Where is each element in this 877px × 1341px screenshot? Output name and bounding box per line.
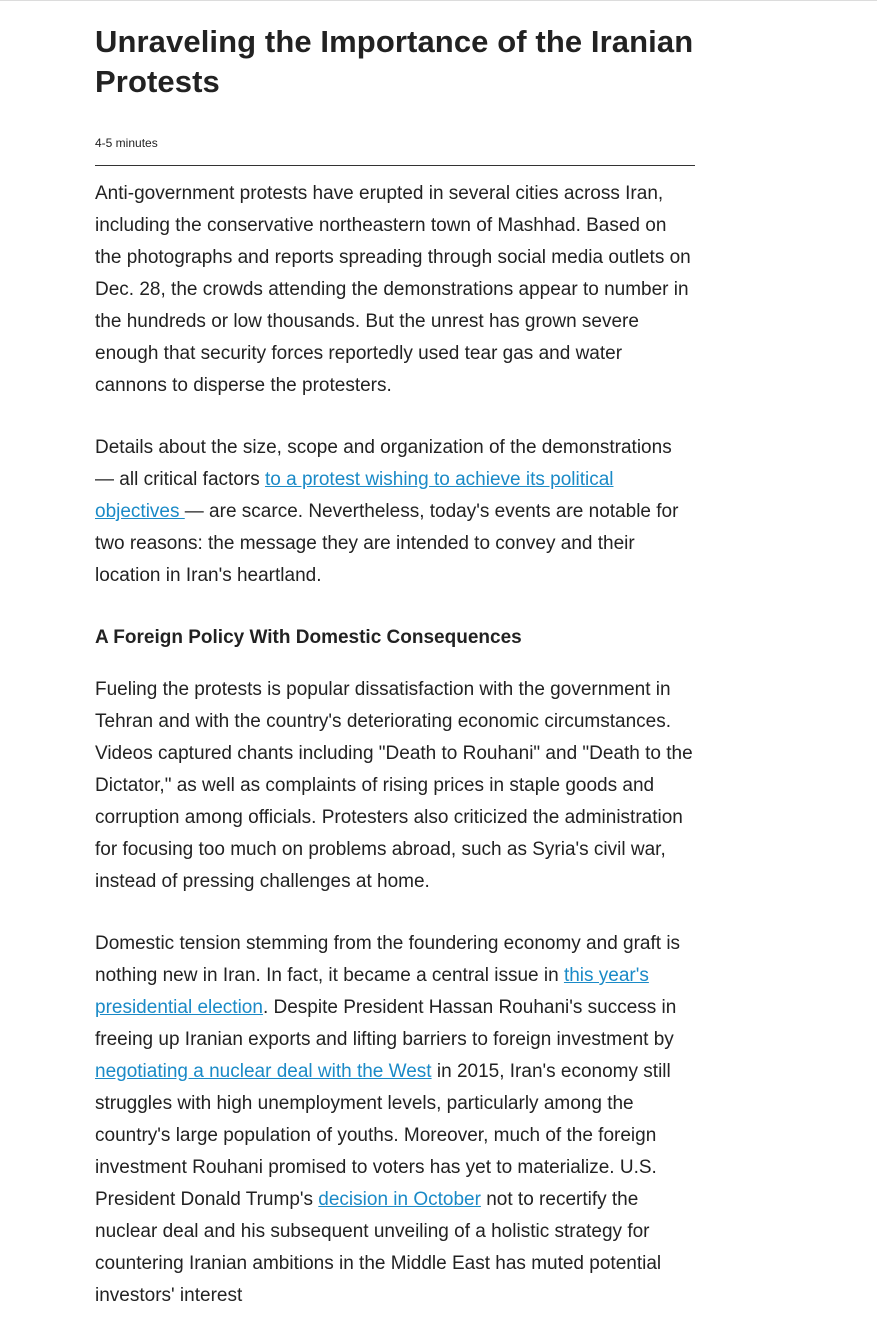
link-nuclear-deal[interactable]: negotiating a nuclear deal with the West [95,1061,432,1082]
paragraph-4-text-b: . Despite President Hassan Rouhani's success in freeing up Iranian exports and lifting barriers to foreign investment by [95,997,677,1050]
article [95,0,695,1312]
link-protest-objectives[interactable]: to a protest wishing to achieve its political objectives [95,469,614,522]
paragraph-1: Anti-government protests have erupted in several cities across Iran, including the conservative northeastern town of Mashhad. Based on the photographs and reports spreading through social media outlets on Dec. 28, the crowds attending the demonstrations appear to number in the hundreds or low thousands. But the unrest has grown severe enough that security forces reportedly used tear gas and water cannons to disperse the protesters. [95,183,691,396]
title-divider [95,165,695,166]
paragraph-2 [95,432,695,592]
paragraph-4-text-d: not to recertify the nuclear deal and his subsequent unveiling of a holistic strategy for countering Iranian ambitions in the Middle East has muted potential investors' interest [95,1189,662,1306]
paragraph-3: Fueling the protests is popular dissatisfaction with the government in Tehran and with the country's deteriorating economic circumstances. Videos captured chants including "Death to Rouhani" and "Death to the Dictator," as well as complaints of rising prices in staple goods and corruption among officials. Protesters also criticized the administration for focusing too much on problems abroad, such as Syria's civil war, instead of pressing challenges at home. [95,679,693,892]
paragraph-2-text-a: Details about the size, scope and organization of the demonstrations — all critical factors [95,437,672,490]
paragraph-2-text-b: — are scarce. Nevertheless, today's events are notable for two reasons: the message they are intended to convey and their location in Iran's heartland. [95,501,679,586]
link-decision-october[interactable]: decision in October [318,1189,481,1210]
section-heading: A Foreign Policy With Domestic Consequences [95,627,522,648]
paragraph-4-text-a: Domestic tension stemming from the foundering economy and graft is nothing new in Iran. In fact, it became a central issue in [95,933,681,986]
paragraph-4-text-c: in 2015, Iran's economy still struggles with high unemployment levels, particularly among the country's large population of youths. Moreover, much of the foreign investment Rouhani promised to voters has yet to materialize. U.S. President Donald Trump's [95,1061,671,1210]
paragraph-4 [95,928,695,1312]
reading-time: 4-5 minutes [95,136,158,150]
link-presidential-election[interactable]: this year's presidential election [95,965,649,1018]
article-title: Unraveling the Importance of the Iranian Protests [95,24,694,99]
